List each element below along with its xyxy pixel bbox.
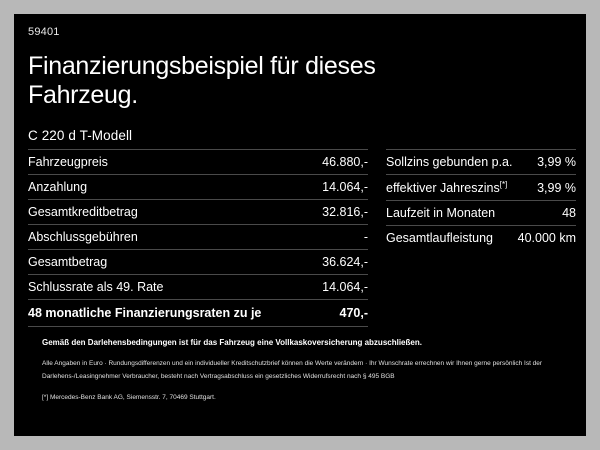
table-row [386, 175, 576, 201]
row-label: Schlussrate als 49. Rate [28, 275, 312, 300]
row-label: Gesamtlaufleistung [386, 226, 516, 251]
legal-paragraph: Alle Angaben in Euro · Rundungsdifferenzen und ein individueller Kreditschutzbrief können die Werte verändern · Ihr Wunschrate errechnen wir Ihnen gerne persönlich Ist der Darlehens-/Leasingnehmer Verbraucher, besteht nach Vertragsabschluss ein gesetzliches Widerrufsrecht nach § 495 BGB [42, 360, 543, 380]
total-label: 48 monatliche Finanzierungsraten zu je [28, 300, 312, 327]
financing-table [28, 149, 368, 327]
tables-row [28, 149, 576, 327]
finance-example-card [14, 14, 586, 436]
row-label: Abschlussgebühren [28, 225, 312, 250]
table-row [28, 200, 368, 225]
row-value: 3,99 % [516, 150, 576, 175]
conditions-table-column [386, 149, 576, 250]
row-value: 14.064,- [312, 275, 368, 300]
table-row [28, 175, 368, 200]
row-label: Fahrzeugpreis [28, 150, 312, 175]
total-value: 470,- [312, 300, 368, 327]
row-value: - [312, 225, 368, 250]
vehicle-model: C 220 d T-Modell [28, 128, 133, 143]
financing-table-body [28, 150, 368, 327]
legal-insurance-notice: Gemäß den Darlehensbedingungen ist für das Fahrzeug eine Vollkaskoversicherung abzuschließen. [42, 338, 422, 347]
conditions-table-body [386, 150, 576, 251]
table-row [28, 275, 368, 300]
row-label: Laufzeit in Monaten [386, 201, 516, 226]
footnote-marker: [*] [499, 180, 508, 189]
table-row-total [28, 300, 368, 327]
table-row [28, 150, 368, 175]
financing-table-column [28, 149, 368, 327]
row-label: Anzahlung [28, 175, 312, 200]
card-content [28, 26, 576, 426]
legal-section [42, 338, 558, 403]
table-row [28, 225, 368, 250]
row-value: 46.880,- [312, 150, 368, 175]
row-value: 48 [516, 201, 576, 226]
row-value: 14.064,- [312, 175, 368, 200]
row-label [386, 175, 516, 201]
row-label: Sollzins gebunden p.a. [386, 150, 516, 175]
row-value: 36.624,- [312, 250, 368, 275]
row-label: Gesamtkreditbetrag [28, 200, 312, 225]
legal-footnote: [*] Mercedes-Benz Bank AG, Siemensstr. 7, 70469 Stuttgart. [42, 394, 216, 402]
conditions-table [386, 149, 576, 250]
row-value: 32.816,- [312, 200, 368, 225]
row-label-text: effektiver Jahreszins [386, 181, 500, 196]
page-title: Finanzierungsbeispiel für dieses Fahrzeug. [28, 52, 376, 109]
document-id: 59401 [28, 26, 60, 38]
row-label: Gesamtbetrag [28, 250, 312, 275]
row-value: 3,99 % [516, 175, 576, 201]
table-row [28, 250, 368, 275]
row-value: 40.000 km [516, 226, 576, 251]
table-row [386, 226, 576, 251]
table-row [386, 150, 576, 175]
table-row [386, 201, 576, 226]
